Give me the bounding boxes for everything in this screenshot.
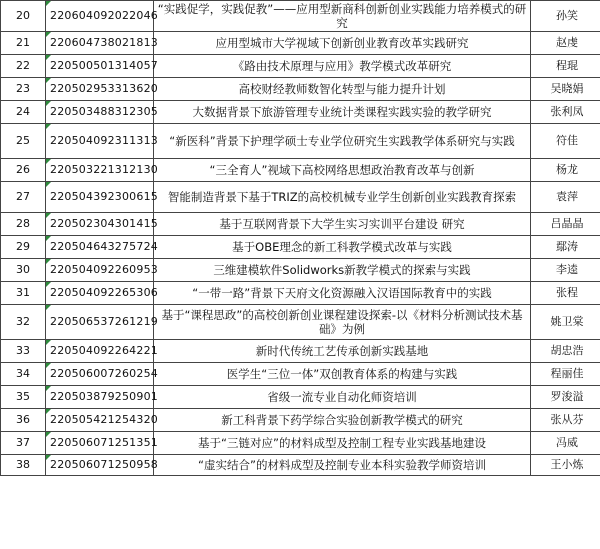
table-row xyxy=(1,78,600,101)
project-leader: 赵虔 xyxy=(531,32,600,55)
project-title: 三维建模软件Solidworks新教学模式的探索与实践 xyxy=(154,259,531,282)
project-leader: 程丽佳 xyxy=(531,363,600,386)
row-number: 24 xyxy=(1,101,46,124)
project-leader: 吴晓娟 xyxy=(531,78,600,101)
row-number: 28 xyxy=(1,213,46,236)
table-row xyxy=(1,259,600,282)
row-number: 31 xyxy=(1,282,46,305)
project-leader: 冯威 xyxy=(531,432,600,455)
row-number: 22 xyxy=(1,55,46,78)
project-title: 《路由技术原理与应用》教学模式改革研究 xyxy=(154,55,531,78)
table-row xyxy=(1,236,600,259)
row-number: 20 xyxy=(1,1,46,32)
table-row xyxy=(1,213,600,236)
project-leader: 胡忠浩 xyxy=(531,340,600,363)
project-leader: 杨龙 xyxy=(531,159,600,182)
table-row xyxy=(1,32,600,55)
project-leader: 袁萍 xyxy=(531,182,600,213)
project-title: 基于“三链对应”的材料成型及控制工程专业实践基地建设 xyxy=(154,432,531,455)
row-number: 32 xyxy=(1,305,46,340)
project-title: “实践促学，实践促教”——应用型新商科创新创业实践能力培养模式的研究 xyxy=(154,1,531,32)
project-leader: 王小炼 xyxy=(531,455,600,476)
project-leader: 符佳 xyxy=(531,124,600,159)
project-leader: 张利凤 xyxy=(531,101,600,124)
project-title: 新工科背景下药学综合实验创新教学模式的研究 xyxy=(154,409,531,432)
project-code: 220506071250958 xyxy=(46,455,154,476)
project-code: 220503221312130 xyxy=(46,159,154,182)
table-row xyxy=(1,124,600,159)
project-code: 220504643275724 xyxy=(46,236,154,259)
project-leader: 姚卫棠 xyxy=(531,305,600,340)
project-code: 220504092311313 xyxy=(46,124,154,159)
project-code: 220503488312305 xyxy=(46,101,154,124)
table-row xyxy=(1,340,600,363)
project-leader: 孙笑 xyxy=(531,1,600,32)
table-row xyxy=(1,55,600,78)
project-title: 新时代传统工艺传承创新实践基地 xyxy=(154,340,531,363)
project-code: 220604092022046 xyxy=(46,1,154,32)
row-number: 25 xyxy=(1,124,46,159)
project-leader: 程琨 xyxy=(531,55,600,78)
project-code: 220503879250901 xyxy=(46,386,154,409)
project-title: “一带一路”背景下天府文化资源融入汉语国际教育中的实践 xyxy=(154,282,531,305)
table-row xyxy=(1,455,600,476)
project-leader: 罗浚溢 xyxy=(531,386,600,409)
row-number: 36 xyxy=(1,409,46,432)
table-row xyxy=(1,101,600,124)
row-number: 33 xyxy=(1,340,46,363)
row-number: 35 xyxy=(1,386,46,409)
project-code: 220502304301415 xyxy=(46,213,154,236)
row-number: 21 xyxy=(1,32,46,55)
table-row xyxy=(1,386,600,409)
project-code: 220500501314057 xyxy=(46,55,154,78)
table-row xyxy=(1,409,600,432)
project-code: 220506007260254 xyxy=(46,363,154,386)
project-code: 220504392300615 xyxy=(46,182,154,213)
project-leader: 张程 xyxy=(531,282,600,305)
table-row xyxy=(1,305,600,340)
row-number: 26 xyxy=(1,159,46,182)
project-title: “三全育人”视域下高校网络思想政治教育改革与创新 xyxy=(154,159,531,182)
row-number: 37 xyxy=(1,432,46,455)
project-leader: 鄢涛 xyxy=(531,236,600,259)
row-number: 38 xyxy=(1,455,46,476)
project-title: 基于“课程思政”的高校创新创业课程建设探索-以《材料分析测试技术基础》为例 xyxy=(154,305,531,340)
project-title: “新医科”背景下护理学硕士专业学位研究生实践教学体系研究与实践 xyxy=(154,124,531,159)
table-row xyxy=(1,182,600,213)
project-title: 大数据背景下旅游管理专业统计类课程实践实验的教学研究 xyxy=(154,101,531,124)
table-row xyxy=(1,282,600,305)
row-number: 27 xyxy=(1,182,46,213)
project-code: 220506537261219 xyxy=(46,305,154,340)
project-title: 智能制造背景下基于TRIZ的高校机械专业学生创新创业实践教育探索 xyxy=(154,182,531,213)
project-title: 医学生“三位一体”双创教育体系的构建与实践 xyxy=(154,363,531,386)
project-title: 高校财经教师数智化转型与能力提升计划 xyxy=(154,78,531,101)
project-title: “虚实结合”的材料成型及控制专业本科实验教学师资培训 xyxy=(154,455,531,476)
project-code: 220504092265306 xyxy=(46,282,154,305)
table-row xyxy=(1,432,600,455)
table-row xyxy=(1,363,600,386)
project-leader: 张从芬 xyxy=(531,409,600,432)
project-title: 基于互联网背景下大学生实习实训平台建设 研究 xyxy=(154,213,531,236)
row-number: 34 xyxy=(1,363,46,386)
project-code: 220504092260953 xyxy=(46,259,154,282)
table-row xyxy=(1,1,600,32)
project-code: 220505421254320 xyxy=(46,409,154,432)
table-row xyxy=(1,159,600,182)
row-number: 23 xyxy=(1,78,46,101)
project-code: 220502953313620 xyxy=(46,78,154,101)
project-title: 应用型城市大学视域下创新创业教育改革实践研究 xyxy=(154,32,531,55)
project-leader: 吕晶晶 xyxy=(531,213,600,236)
row-number: 30 xyxy=(1,259,46,282)
project-leader: 李逵 xyxy=(531,259,600,282)
project-code: 220604738021813 xyxy=(46,32,154,55)
row-number: 29 xyxy=(1,236,46,259)
project-title: 省级一流专业自动化师资培训 xyxy=(154,386,531,409)
project-code: 220504092264221 xyxy=(46,340,154,363)
project-code: 220506071251351 xyxy=(46,432,154,455)
project-title: 基于OBE理念的新工科教学模式改革与实践 xyxy=(154,236,531,259)
